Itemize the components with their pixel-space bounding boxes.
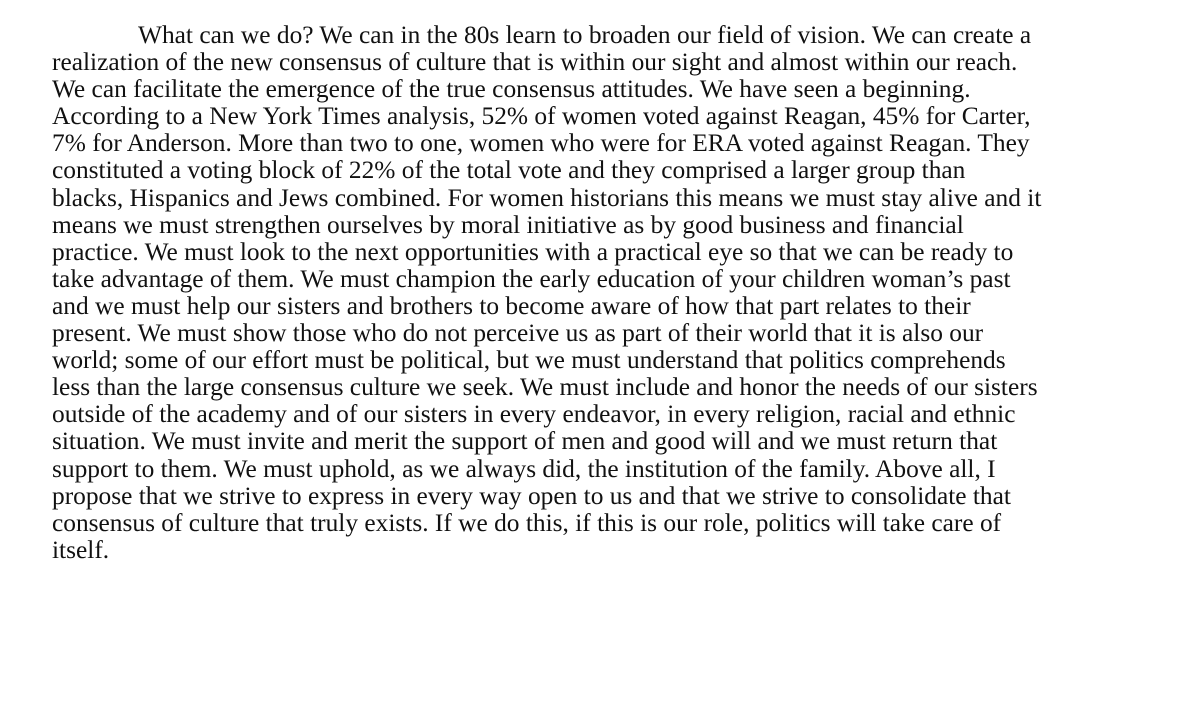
paragraph-line: blacks, Hispanics and Jews combined. For women historians this means we must stay alive and it xyxy=(52,183,1042,212)
paragraph-line: present. We must show those who do not perceive us as part of their world that it is also our xyxy=(52,319,984,348)
paragraph-line: world; some of our effort must be political, but we must understand that politics comprehends xyxy=(52,346,1006,375)
paragraph-line: consensus of culture that truly exists. If we do this, if this is our role, politics will take care of xyxy=(52,508,1002,537)
paragraph-line: 7% for Anderson. More than two to one, women who were for ERA voted against Reagan. They xyxy=(52,129,1030,158)
paragraph-line: practice. We must look to the next opportunities with a practical eye so that we can be ready to xyxy=(52,237,1014,266)
paragraph-line: propose that we strive to express in every way open to us and that we strive to consolidate that xyxy=(52,481,1011,510)
body-paragraph xyxy=(52,22,1162,564)
paragraph-line: less than the large consensus culture we seek. We must include and honor the needs of our sisters xyxy=(52,373,1038,402)
paragraph-line: What can we do? We can in the 80s learn to broaden our field of vision. We can create a xyxy=(138,21,1032,49)
paragraph-line: itself. xyxy=(52,535,110,564)
document-page xyxy=(52,22,1162,564)
paragraph-line: and we must help our sisters and brothers to become aware of how that part relates to their xyxy=(52,291,971,320)
paragraph-line: means we must strengthen ourselves by moral initiative as by good business and financial xyxy=(52,210,964,239)
paragraph-line: According to a New York Times analysis, 52% of women voted against Reagan, 45% for Carter, xyxy=(52,102,1031,131)
paragraph-line: constituted a voting block of 22% of the total vote and they comprised a larger group than xyxy=(52,156,966,185)
paragraph-line: take advantage of them. We must champion the early education of your children woman’s past xyxy=(52,264,1011,293)
paragraph-line: situation. We must invite and merit the support of men and good will and we must return that xyxy=(52,427,998,456)
paragraph-line: We can facilitate the emergence of the true consensus attitudes. We have seen a beginning. xyxy=(52,75,971,104)
paragraph-line: support to them. We must uphold, as we always did, the institution of the family. Above all, I xyxy=(52,454,996,483)
paragraph-line: realization of the new consensus of culture that is within our sight and almost within our reach. xyxy=(52,48,1018,77)
paragraph-line: outside of the academy and of our sisters in every endeavor, in every religion, racial and ethnic xyxy=(52,400,1016,429)
